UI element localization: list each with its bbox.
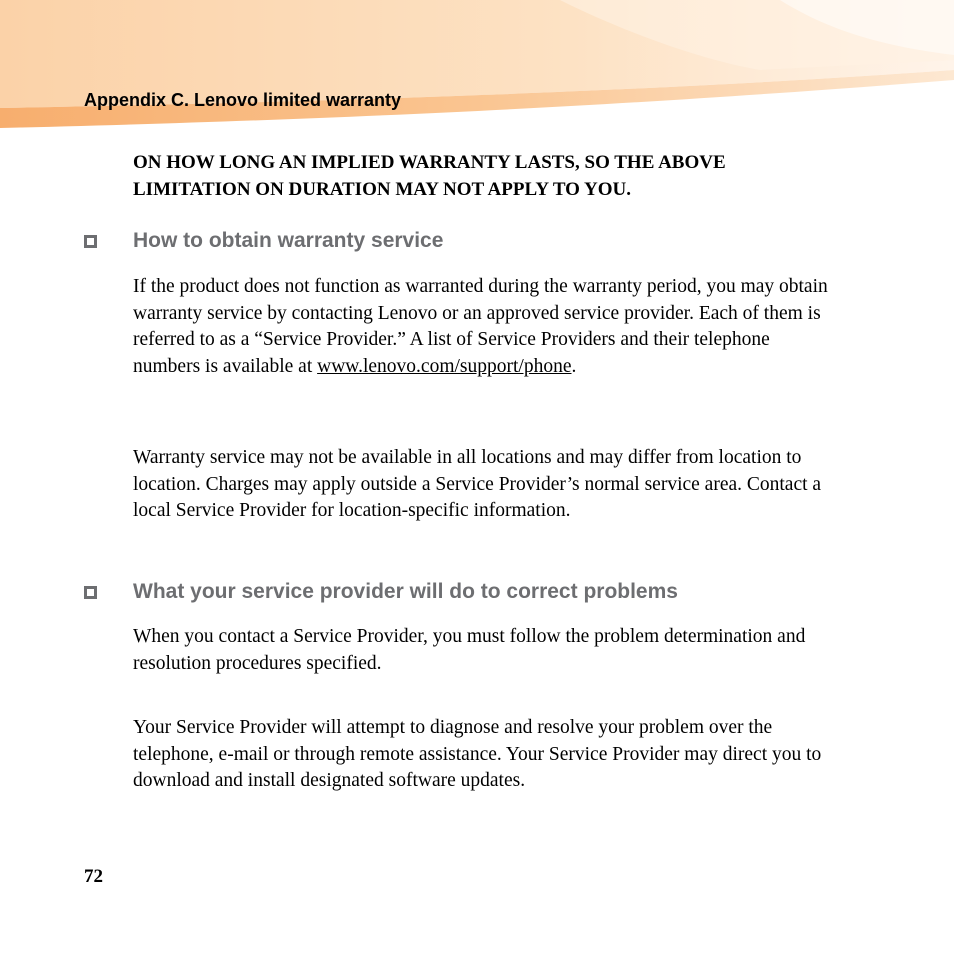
square-bullet-icon [84, 235, 97, 248]
header-banner [0, 0, 954, 135]
support-phone-link[interactable]: www.lenovo.com/support/phone [317, 356, 572, 378]
square-bullet-icon [84, 586, 97, 599]
paragraph-end: . [571, 356, 577, 378]
intro-caps-paragraph: ON HOW LONG AN IMPLIED WARRANTY LASTS, SO THE ABOVE LIMITATION ON DURATION MAY NOT APPLY TO YOU. [133, 152, 726, 200]
section-heading-text: What your service provider will do to correct problems [133, 580, 678, 603]
paragraph-text: If the product does not function as warranted during the warranty period, you may obtain warranty service by contacting Lenovo or an approved service provider. Each of them is referred to as a “Service Provider.” A list of Service Providers and their telephone numbers is available at [133, 276, 828, 378]
obtain-service-paragraph [133, 274, 833, 381]
section-heading-correct-problems [84, 580, 678, 604]
page-number: 72 [84, 866, 103, 887]
contact-procedure-paragraph: When you contact a Service Provider, you must follow the problem determination and resolution procedures specified. [133, 626, 806, 674]
section-heading-obtain-service [84, 229, 443, 253]
section-heading-text: How to obtain warranty service [133, 229, 444, 252]
availability-paragraph: Warranty service may not be available in all locations and may differ from location to location. Charges may apply outside a Service Provider’s normal service area. Contact a local Service Provider for location-specific information. [133, 447, 822, 522]
diagnose-paragraph: Your Service Provider will attempt to diagnose and resolve your problem over the telephone, e-mail or through remote assistance. Your Service Provider may direct you to download and install designated software updates. [133, 717, 822, 792]
running-head: Appendix C. Lenovo limited warranty [84, 90, 402, 110]
